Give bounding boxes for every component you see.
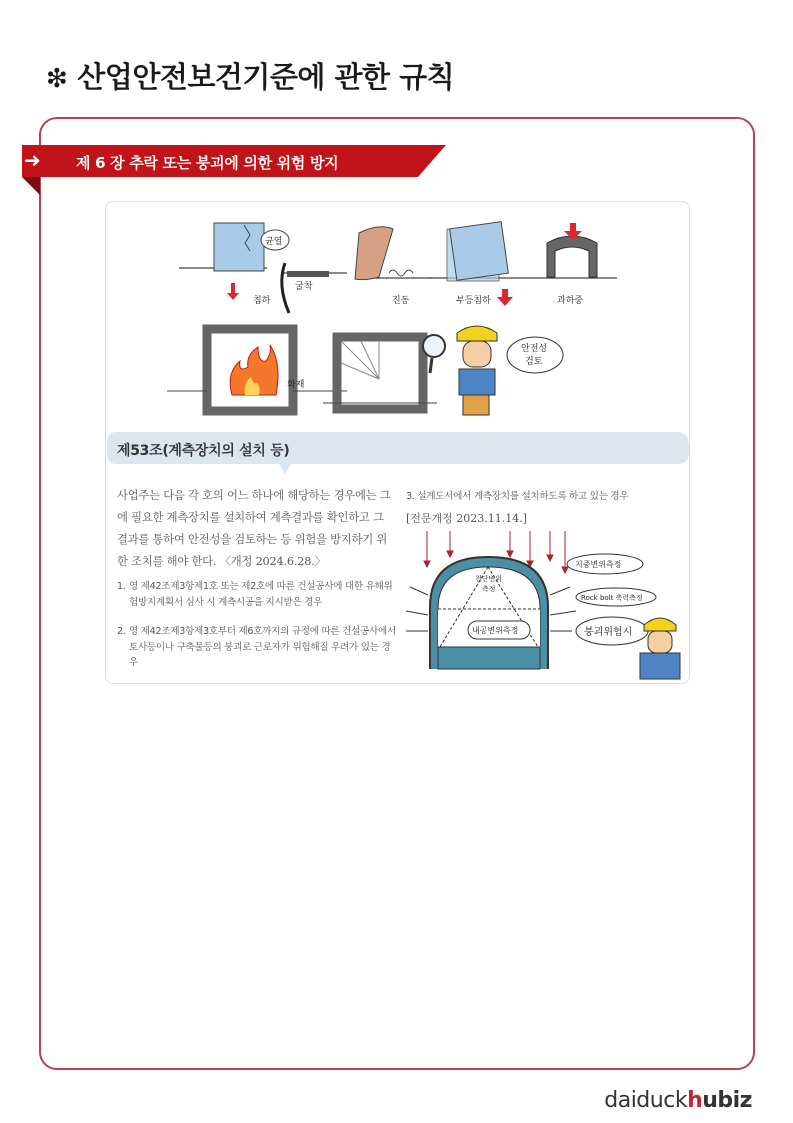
list-item-text: 설계도서에서 계측장치를 설치하도록 하고 있는 경우 [417, 491, 629, 502]
brand-logo-h: h [687, 1088, 703, 1113]
label-inner: 내공변위측정 [472, 626, 519, 635]
list-item-number: 3. [406, 491, 415, 502]
label-safety-1: 안전성 [521, 344, 548, 354]
label-crown: 천단변위 [475, 575, 503, 583]
label-subsidence: 침하 [253, 296, 271, 306]
chapter-title: 제 6 장 추락 또는 붕괴에 의한 위험 방지 [76, 154, 339, 172]
article-intro: 사업주는 다음 각 호의 어느 하나에 해당하는 경우에는 그에 필요한 계측장치를 설치하여 계측결과를 확인하고 그 결과를 통하여 안전성을 검토하는 등 위험을 방지하기 위한 조치를 해야 한다. 〈개정 2024.6.28.〉 [117, 489, 391, 568]
label-excavation: 굴착 [295, 282, 313, 292]
list-item-text: 영 제42조제3항제3호부터 제6호까지의 규정에 따른 건설공사에서 토사등이나 구축물등의 붕괴로 근로자가 위험해질 우려가 있는 경우 [129, 626, 396, 668]
list-item [117, 579, 397, 610]
brand-logo-part-a: daiduck [604, 1088, 688, 1113]
brand-logo-part-b: ubiz [702, 1088, 752, 1113]
label-support: 지중변위측정 [575, 560, 622, 569]
label-safety-2: 검토 [525, 357, 543, 367]
label-fire: 화재 [287, 380, 305, 390]
label-uneven: 부등침하 [456, 296, 491, 306]
label-rockbolt: Rock bolt 축력측정 [581, 594, 643, 602]
asterisk-icon: ❇ [46, 64, 68, 94]
page-title [46, 55, 454, 96]
brand-logo [604, 1088, 752, 1113]
list-item [117, 624, 397, 671]
label-crown-2: 측정 [482, 585, 496, 593]
label-crack: 균열 [265, 237, 283, 247]
label-overload: 과하중 [557, 296, 584, 306]
list-item-text: 영 제42조제3항제1호 또는 제2호에 따른 건설공사에 대한 유해위험방지계획서 심사 시 계측시공을 지시받은 경우 [129, 581, 393, 608]
collapse-causes-illustration [107, 203, 688, 421]
label-collapse: 붕괴위험시 [584, 627, 633, 638]
list-item-number: 1. [117, 581, 126, 592]
label-vibration: 진동 [392, 296, 410, 306]
list-item [406, 488, 696, 502]
article-title: 제53조(계측장치의 설치 등) [117, 443, 290, 459]
amendment-note: [전문개정 2023.11.14.] [406, 512, 528, 525]
list-item-number: 2. [117, 626, 126, 637]
page-title-text: 산업안전보건기준에 관한 규칙 [77, 60, 455, 94]
arrow-right-icon: ➜ [24, 148, 41, 172]
tunnel-monitoring-illustration [400, 527, 690, 683]
